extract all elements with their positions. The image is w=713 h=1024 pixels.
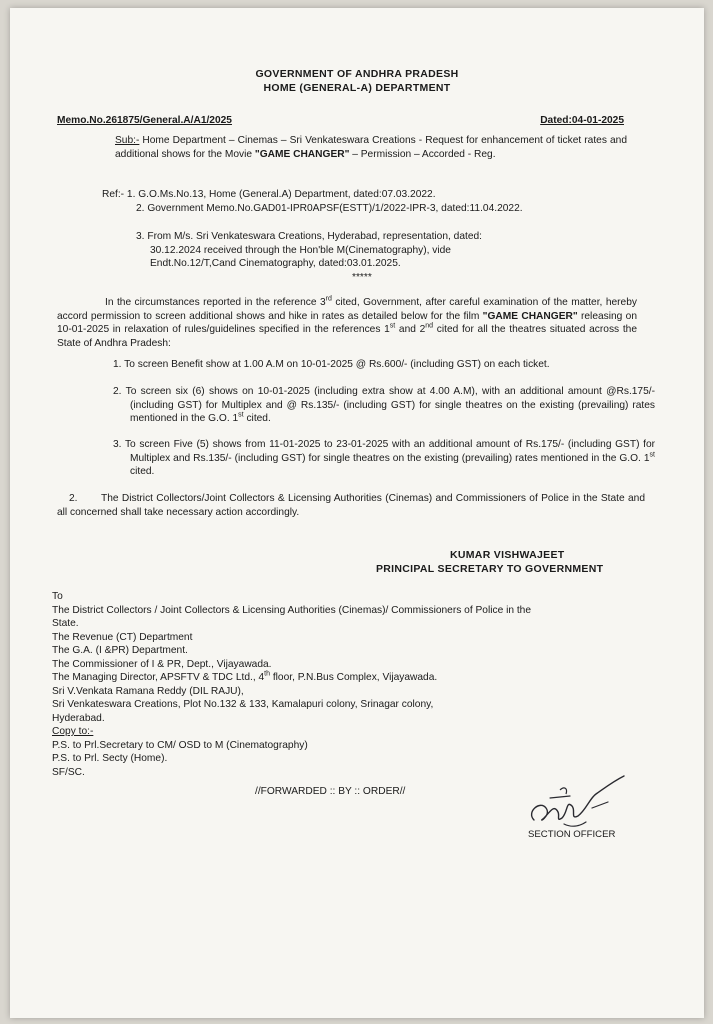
paragraph-2	[57, 492, 645, 519]
point-sup: st	[649, 451, 655, 459]
reference-1	[102, 188, 542, 202]
intro-sup: rd	[325, 295, 332, 303]
subject-text: Home Department – Cinemas – Sri Venkateswara Creations - Request for enhancement of ticket rates and additional shows for the Movie	[115, 135, 627, 160]
memo-document	[10, 8, 704, 1018]
subject-film: "GAME CHANGER"	[254, 148, 350, 160]
reference-text: From M/s. Sri Venkateswara Creations, Hyderabad, representation, dated: 30.12.2024 received through the Hon'ble M(Cinematography), vide Endt.No.12/T,Cand Cinematography, dated:03.01.2025.	[147, 231, 482, 269]
point-text: To screen Five (5) shows from 11-01-2025 to 23-01-2025 with an additional amount of Rs.175/- (including GST) for Multiplex and Rs.135/- (including GST) for single theatres on the existing (prevailing) rates mentioned in the G.O. 1	[124, 439, 655, 464]
recipient-line: The G.A. (I &PR) Department.	[52, 645, 188, 656]
recipient-line: Hyderabad.	[52, 712, 105, 724]
recipient-sup: th	[264, 670, 270, 678]
reference-3	[136, 230, 535, 271]
paragraph-number: 2.	[69, 493, 78, 504]
subject-prefix: Sub:-	[115, 135, 140, 146]
separator-stars: *****	[352, 272, 372, 283]
subject-tail: – Permission – Accorded - Reg.	[349, 148, 496, 160]
recipient-line: State.	[52, 618, 79, 629]
point-tail: cited.	[243, 413, 271, 424]
recipient-part: floor, P.N.Bus Complex, Vijayawada.	[269, 672, 438, 683]
to-label: To	[52, 591, 63, 602]
copy-line: SF/SC.	[52, 766, 85, 778]
intro-sup: st	[389, 322, 396, 330]
subject	[115, 134, 627, 161]
reference-label: 3.	[136, 231, 145, 242]
memo-date: Dated:04-01-2025	[540, 115, 624, 126]
point-2	[113, 385, 655, 426]
recipient-part: The Managing Director, APSFTV & TDC Ltd., 4	[52, 672, 265, 683]
paragraph-text: The District Collectors/Joint Collectors & Licensing Authorities (Cinemas) and Commissioners of Police in the State and all concerned shall take necessary action accordingly.	[57, 493, 645, 518]
recipient-line: The District Collectors / Joint Collectors & Licensing Authorities (Cinemas)/ Commissioners of Police in the	[52, 604, 531, 616]
reference-text: Government Memo.No.GAD01-IPR0APSF(ESTT)/1/2022-IPR-3, dated:11.04.2022.	[147, 203, 523, 214]
signatory-name: KUMAR VISHWAJEET	[450, 549, 565, 561]
intro-part: cited for all the theatres situated across the State of Andhra Pradesh:	[57, 324, 637, 349]
recipient-line: Sri Venkateswara Creations, Plot No.132 & 133, Kamalapuri colony, Srinagar colony,	[52, 699, 434, 710]
intro-sup: nd	[425, 322, 434, 330]
point-number: 1.	[113, 359, 122, 370]
point-number: 2.	[113, 386, 122, 397]
intro-part: In the circumstances reported in the reference 3	[105, 297, 326, 308]
recipient-line: The Commissioner of I & PR, Dept., Vijayawada.	[52, 658, 272, 670]
section-officer: SECTION OFFICER	[528, 829, 616, 840]
forwarded-by-order: //FORWARDED :: BY :: ORDER//	[255, 786, 406, 797]
memo-number: Memo.No.261875/General.A/A1/2025	[57, 115, 232, 126]
intro-part: releasing on 10-01-2025 in relaxation of rules/guidelines specified in the references 1	[57, 310, 637, 335]
intro-part: cited, Government, after careful examination of the matter, hereby accord permission to screen additional shows and hike in rates as detailed below for the film	[57, 297, 637, 322]
intro-film: "GAME CHANGER"	[482, 310, 578, 322]
point-sup: st	[238, 411, 244, 419]
copy-line: P.S. to Prl.Secretary to CM/ OSD to M (Cinematography)	[52, 739, 308, 751]
point-3	[113, 438, 655, 479]
recipients	[52, 590, 652, 779]
point-tail: cited.	[130, 466, 155, 477]
intro-paragraph	[57, 296, 637, 350]
signatory-title: PRINCIPAL SECRETARY TO GOVERNMENT	[376, 563, 604, 575]
recipient-line: Sri V.Venkata Ramana Reddy (DIL RAJU),	[52, 685, 244, 697]
copy-line: P.S. to Prl. Secty (Home).	[52, 753, 168, 764]
reference-text: G.O.Ms.No.13, Home (General.A) Department, dated:07.03.2022.	[138, 189, 436, 200]
point-number: 3.	[113, 439, 122, 450]
department-heading: HOME (GENERAL-A) DEPARTMENT	[263, 82, 451, 94]
government-heading: GOVERNMENT OF ANDHRA PRADESH	[255, 68, 459, 80]
reference-label: Ref:- 1.	[102, 189, 136, 200]
reference-2	[136, 202, 535, 216]
point-text: To screen six (6) shows on 10-01-2025 (including extra show at 4.00 A.M), with an additional amount @Rs.175/- (including GST) for Multiplex and @ Rs.135/- (including GST) for single theatres on the existing (prevailing) rates mentioned in the G.O. 1	[125, 386, 655, 424]
intro-part: and 2	[395, 324, 426, 335]
recipient-line	[52, 671, 652, 685]
point-1	[113, 358, 660, 372]
recipient-line: The Revenue (CT) Department	[52, 631, 193, 643]
copy-to-label: Copy to:-	[52, 726, 94, 737]
point-text: To screen Benefit show at 1.00 A.M on 10-01-2025 @ Rs.600/- (including GST) on each ticket.	[124, 359, 550, 370]
reference-label: 2.	[136, 203, 145, 214]
